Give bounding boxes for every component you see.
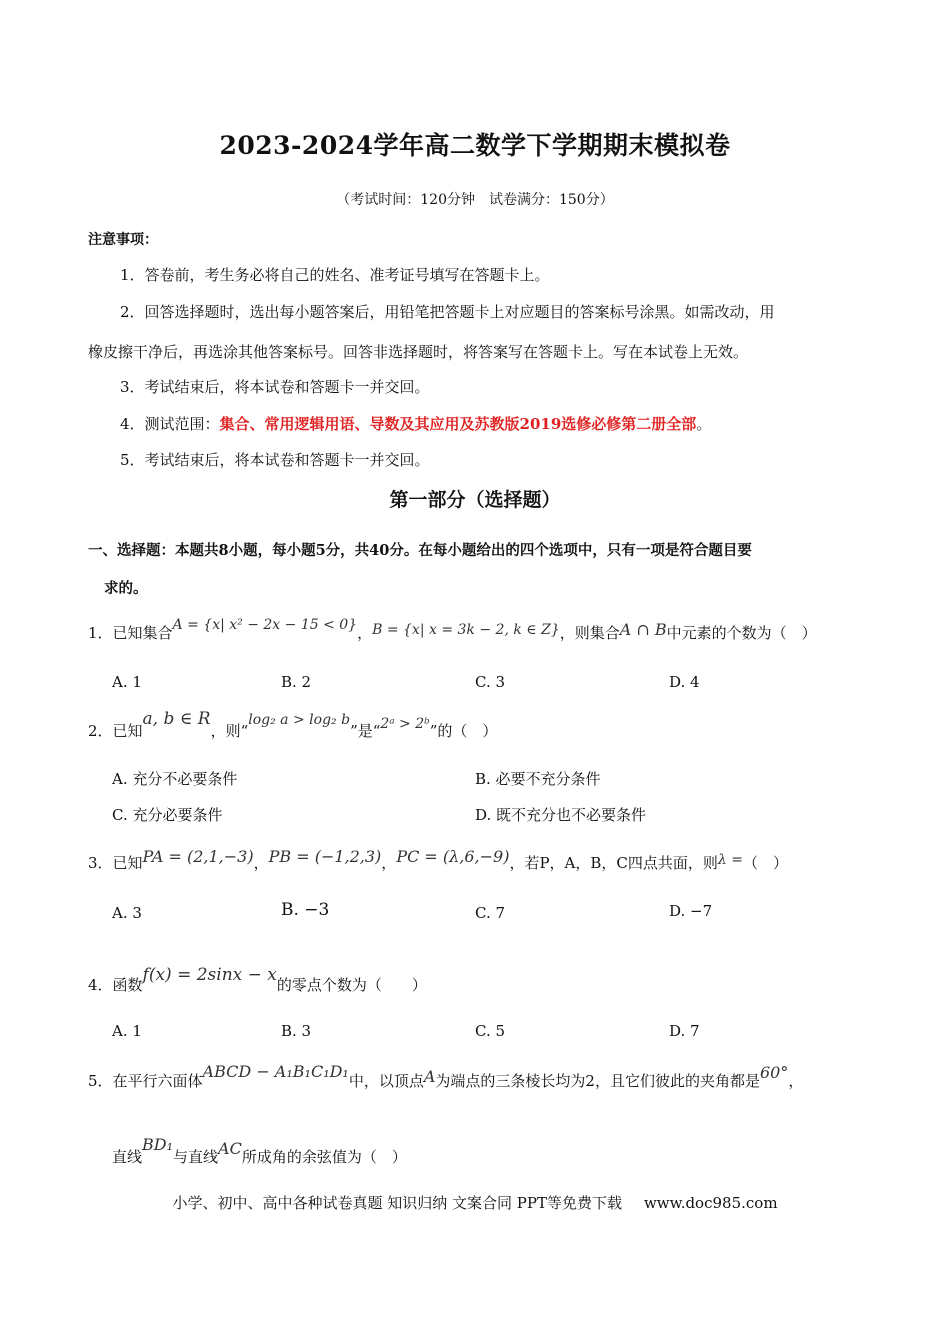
q3-stem-end: （ ） bbox=[742, 854, 788, 872]
part-intro-line-2: 求的。 bbox=[104, 580, 148, 597]
page-footer bbox=[0, 1192, 950, 1213]
q1-stem-end: 中元素的个数为（ ） bbox=[666, 624, 817, 642]
q3-option-c: C. 7 bbox=[475, 904, 506, 922]
test-scope: 集合、常用逻辑用语、导数及其应用及苏教版2019选修必修第二册全部 bbox=[219, 415, 697, 433]
notice-heading: 注意事项： bbox=[88, 232, 158, 248]
q3-option-d: D. −7 bbox=[669, 902, 713, 920]
q4-option-a: A. 1 bbox=[112, 1022, 142, 1040]
q1-set-b: B = {x| x = 3k − 2, k ∈ Z} bbox=[372, 622, 560, 638]
q1-sep: ， bbox=[357, 624, 373, 642]
q1-option-a: A. 1 bbox=[112, 673, 142, 691]
question-5 bbox=[88, 1062, 804, 1091]
q4-option-b: B. 3 bbox=[281, 1022, 312, 1040]
q5-text-2: 为端点的三条棱长均为2，且它们彼此的夹角都是 bbox=[435, 1072, 760, 1090]
q1-option-c: C. 3 bbox=[475, 673, 506, 691]
q4-function: f(x) = 2sinx − x bbox=[142, 965, 277, 985]
q2-option-a: A. 充分不必要条件 bbox=[112, 770, 238, 788]
q5-line-bd1: BD₁ bbox=[142, 1135, 174, 1154]
q5-angle: 60° bbox=[759, 1063, 789, 1082]
q1-option-d: D. 4 bbox=[669, 673, 700, 691]
q5-text-1: 中，以顶点 bbox=[348, 1072, 424, 1090]
exam-title: 2023-2024学年高二数学下学期期末模拟卷 bbox=[219, 131, 731, 160]
q3-vector-pa: PA = (2,1,−3) bbox=[142, 847, 254, 866]
notice-item-1: 1．答卷前，考生务必将自己的姓名、准考证号填写在答题卡上。 bbox=[120, 266, 550, 284]
q1-expression: A ∩ B bbox=[619, 620, 667, 639]
q5-line-ac: AC bbox=[218, 1139, 242, 1158]
notice-item-2a: 2．回答选择题时，选出每小题答案后，用铅笔把答题卡上对应题目的答案标号涂黑。如需改动，用 bbox=[120, 303, 775, 321]
footer-text: 小学、初中、高中各种试卷真题 知识归纳 文案合同 PPT等免费下载 bbox=[172, 1194, 622, 1212]
question-1 bbox=[88, 617, 817, 643]
q4-stem-end: 的零点个数为（ ） bbox=[276, 976, 427, 994]
q4-option-c: C. 5 bbox=[475, 1022, 506, 1040]
q1-option-b: B. 2 bbox=[281, 673, 312, 691]
q5-stem-start: 5．在平行六面体 bbox=[88, 1072, 203, 1090]
q5-parallelepiped: ABCD − A₁B₁C₁D₁ bbox=[202, 1062, 349, 1081]
question-2 bbox=[88, 709, 498, 741]
q2-option-c: C. 充分必要条件 bbox=[112, 806, 223, 824]
q2-condition: a, b ∈ R bbox=[142, 709, 211, 729]
notice-item-5: 5．考试结束后，将本试卷和答题卡一并交回。 bbox=[120, 451, 430, 469]
question-3 bbox=[88, 847, 788, 873]
q2-text-3: ”的（ ） bbox=[429, 722, 498, 740]
part-intro-line-1: 一、选择题：本题共8小题，每小题5分，共40分。在每小题给出的四个选项中，只有一项是符合题目要 bbox=[88, 542, 752, 559]
q5-with-line: 与直线 bbox=[173, 1148, 219, 1166]
q3-comma-1: ， bbox=[253, 854, 269, 872]
footer-url[interactable]: www.doc985.com bbox=[643, 1194, 778, 1212]
question-5-continued bbox=[112, 1135, 407, 1167]
q2-text-2: ”是“ bbox=[350, 722, 381, 740]
q2-text-1: ，则“ bbox=[210, 722, 249, 740]
notice-item-4 bbox=[120, 413, 711, 434]
q3-option-b: B. −3 bbox=[281, 900, 330, 920]
q3-option-a: A. 3 bbox=[112, 904, 142, 922]
q2-option-b: B. 必要不充分条件 bbox=[475, 770, 601, 788]
q3-comma-2: ， bbox=[381, 854, 397, 872]
q5-line-label: 直线 bbox=[112, 1148, 143, 1166]
q3-stem-mid: ，若P，A，B，C四点共面，则 bbox=[509, 854, 718, 872]
q2-option-d: D. 既不充分也不必要条件 bbox=[475, 806, 647, 824]
q3-vector-pc: PC = (λ,6,−9) bbox=[396, 847, 510, 866]
q2-stem-start: 2．已知 bbox=[88, 722, 143, 740]
q2-log-inequality: log₂ a > log₂ b bbox=[248, 712, 351, 728]
notice-item-3: 3．考试结束后，将本试卷和答题卡一并交回。 bbox=[120, 378, 430, 396]
q5-text-3: ， bbox=[788, 1072, 804, 1090]
question-4 bbox=[88, 965, 427, 995]
q3-vector-pb: PB = (−1,2,3) bbox=[268, 847, 382, 866]
q4-stem-start: 4．函数 bbox=[88, 976, 143, 994]
q4-option-d: D. 7 bbox=[669, 1022, 700, 1040]
notice-item-4-prefix: 4．测试范围： bbox=[120, 415, 220, 433]
q1-mid: ，则集合 bbox=[559, 624, 620, 642]
exam-subtitle: （考试时间：120分钟 试卷满分：150分） bbox=[336, 192, 614, 208]
q3-stem-start: 3．已知 bbox=[88, 854, 143, 872]
q1-set-a: A = {x| x² − 2x − 15 < 0} bbox=[172, 617, 358, 633]
section-title: 第一部分（选择题） bbox=[389, 489, 561, 511]
notice-item-2b: 橡皮擦干净后，再选涂其他答案标号。回答非选择题时，将答案写在答题卡上。写在本试卷上无效。 bbox=[88, 343, 749, 361]
q5-stem-end: 所成角的余弦值为（ ） bbox=[241, 1148, 407, 1166]
q3-lambda: λ = bbox=[717, 852, 743, 868]
notice-item-4-suffix: 。 bbox=[696, 415, 712, 433]
q2-exp-inequality: 2ᵃ > 2ᵇ bbox=[380, 716, 430, 732]
q1-stem-start: 1．已知集合 bbox=[88, 624, 173, 642]
q5-vertex: A bbox=[423, 1067, 436, 1086]
